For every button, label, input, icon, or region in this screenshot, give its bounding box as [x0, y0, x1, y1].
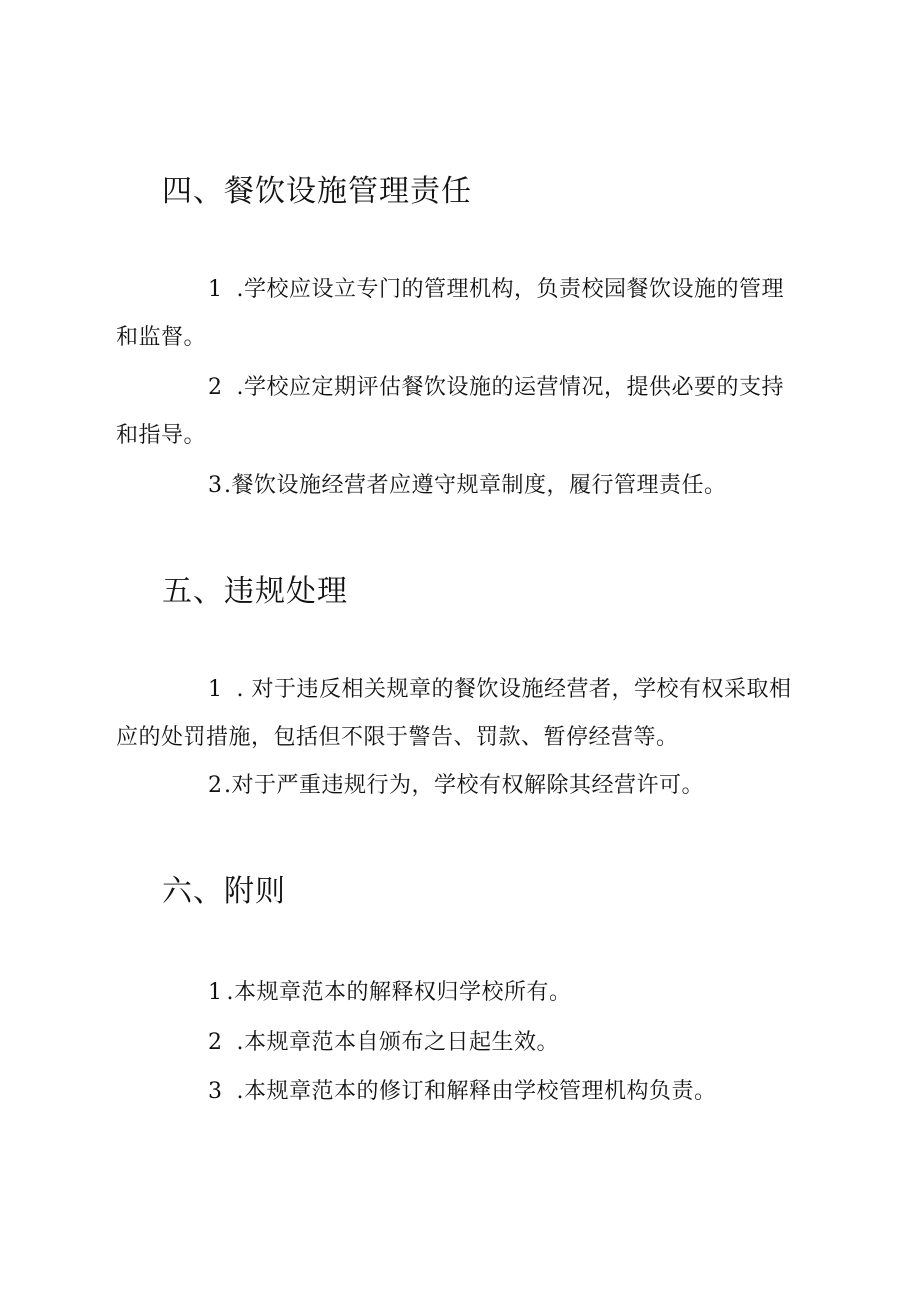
- item-number: 2: [208, 773, 223, 798]
- section-5-item-1: [116, 666, 806, 762]
- section-6-item-3: [116, 1068, 806, 1116]
- section-heading-5: 五、违规处理: [162, 574, 348, 609]
- section-6-item-1: [116, 969, 806, 1017]
- item-text: .学校应定期评估餐饮设施的运营情况，提供必要的支持和指导。: [116, 375, 784, 448]
- item-number: 1: [208, 277, 223, 302]
- item-text: .对于严重违规行为，学校有权解除其经营许可。: [224, 773, 704, 798]
- section-4-item-2: [116, 364, 806, 460]
- section-6-item-2: [116, 1019, 806, 1067]
- item-number: 3: [208, 473, 223, 498]
- section-heading-6: 六、附则: [162, 874, 286, 909]
- item-number: 1: [208, 677, 223, 702]
- item-text: .本规章范本的修订和解释由学校管理机构负责。: [236, 1079, 717, 1104]
- section-4-item-1: [116, 266, 806, 362]
- item-text: .本规章范本的解释权归学校所有。: [226, 980, 572, 1005]
- item-text: .本规章范本自颁布之日起生效。: [236, 1030, 559, 1055]
- item-number: 1: [208, 980, 223, 1005]
- item-text: .学校应设立专门的管理机构，负责校园餐饮设施的管理和监督。: [116, 277, 784, 350]
- section-4-item-3: [116, 462, 806, 510]
- section-heading-4: 四、餐饮设施管理责任: [162, 174, 472, 209]
- item-number: 2: [208, 1030, 223, 1055]
- item-text: . 对于违反相关规章的餐饮设施经营者，学校有权采取相应的处罚措施，包括但不限于警告、罚款、暂停经营等。: [116, 677, 792, 750]
- section-5-item-2: [116, 762, 806, 810]
- item-number: 2: [208, 375, 223, 400]
- item-number: 3: [208, 1079, 223, 1104]
- item-text: .餐饮设施经营者应遵守规章制度，履行管理责任。: [224, 473, 727, 498]
